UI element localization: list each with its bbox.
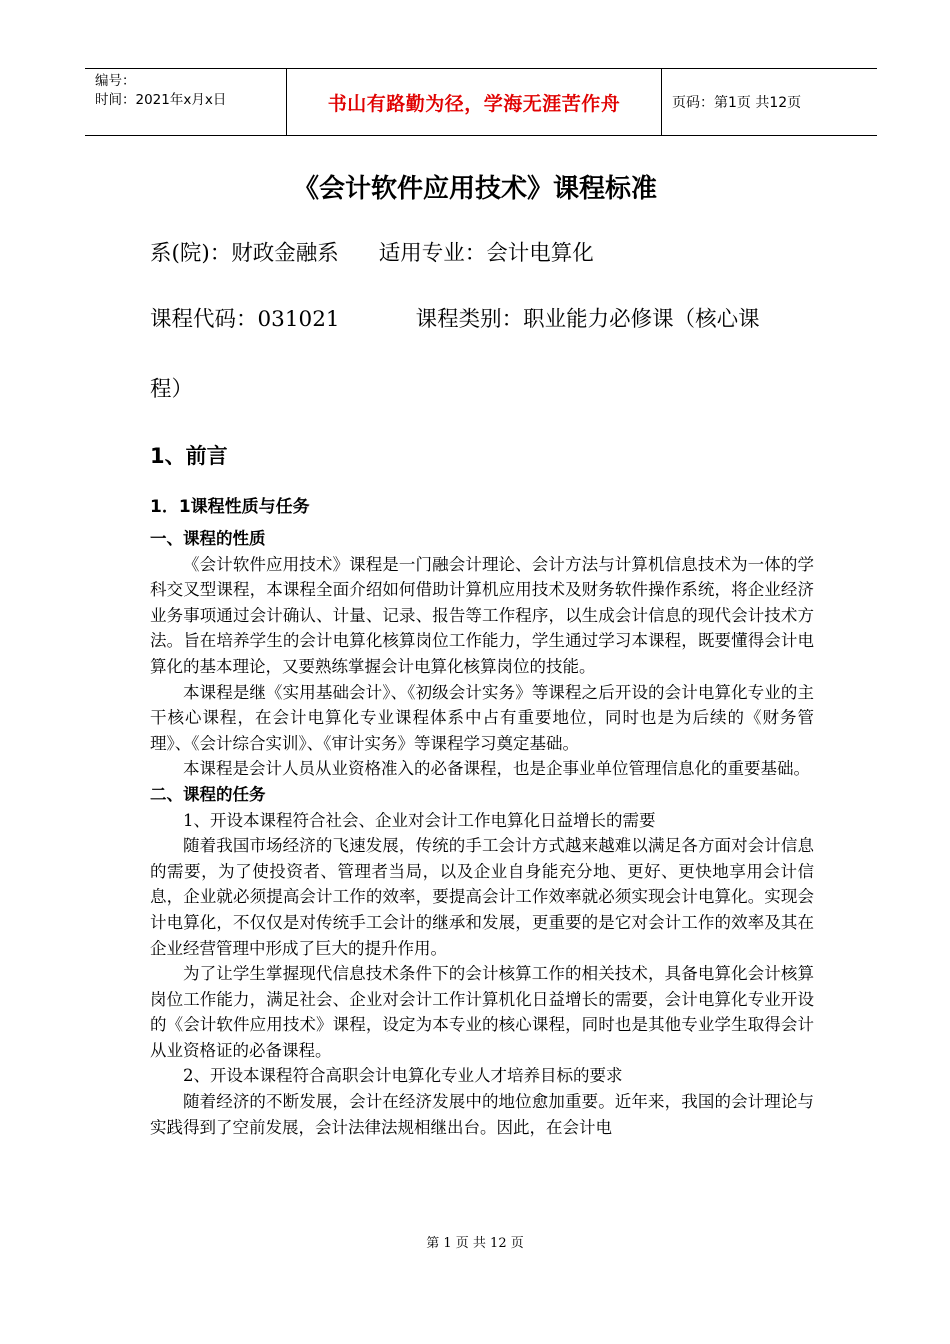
time-label: 时间：2021年x月x日: [95, 92, 227, 108]
serial-label: 编号：: [95, 73, 136, 89]
paragraph: 《会计软件应用技术》课程是一门融会计理论、会计方法与计算机信息技术为一体的学科交叉型课程，本课程全面介绍如何借助计算机应用技术及财务软件操作系统，将企业经济业务事项通过会计确认、计量、记录、报告等工作程序，以生成会计信息的现代会计技术方法。旨在培养学生的会计电算化核算岗位工作能力，学生通过学习本课程，既要懂得会计电算化的基本理论，又要熟练掌握会计电算化核算岗位的技能。: [150, 554, 814, 676]
section-heading-preface: 1、前言: [150, 444, 228, 468]
department: 系(院)：财政金融系: [150, 241, 339, 266]
subsection-heading: 1．1课程性质与任务: [150, 497, 310, 517]
nature-heading: 一、课程的性质: [150, 529, 266, 548]
major: 适用专业：会计电算化: [378, 241, 594, 266]
meta-line-2: [150, 302, 760, 333]
course-type: 课程类别：职业能力必修课（核心课: [415, 307, 760, 332]
task-heading: 二、课程的任务: [150, 784, 266, 804]
course-code: 课程代码：031021: [150, 307, 340, 332]
header-page-info: 页码：第1页 共12页: [672, 95, 802, 111]
document-body: [150, 526, 814, 1140]
paragraph: 本课程是继《实用基础会计》、《初级会计实务》等课程之后开设的会计电算化专业的主干核心课程，在会计电算化专业课程体系中占有重要地位，同时也是为后续的《财务管理》、《会计综合实训》、《审计实务》等课程学习奠定基础。: [150, 682, 814, 753]
paragraph: 1、开设本课程符合社会、企业对会计工作电算化日益增长的需要: [183, 810, 656, 830]
header-left-cell: [85, 69, 287, 135]
meta-line-1: [150, 236, 594, 267]
header-motto: 书山有路勤为径，学海无涯苦作舟: [287, 69, 662, 135]
paragraph: 2、开设本课程符合高职会计电算化专业人才培养目标的要求: [183, 1066, 623, 1086]
page-footer: 第 1 页 共 12 页: [426, 1236, 524, 1251]
paragraph: 本课程是会计人员从业资格准入的必备课程，也是企事业单位管理信息化的重要基础。: [183, 759, 810, 779]
page-header: [85, 68, 877, 136]
document-title: 《会计软件应用技术》课程标准: [292, 174, 657, 204]
course-type-cont: 程）: [150, 377, 194, 402]
paragraph: 随着经济的不断发展，会计在经济发展中的地位愈加重要。近年来，我国的会计理论与实践得到了空前发展，会计法律法规相继出台。因此，在会计电: [150, 1092, 814, 1137]
paragraph: 为了让学生掌握现代信息技术条件下的会计核算工作的相关技术，具备电算化会计核算岗位工作能力，满足社会、企业对会计工作计算机化日益增长的需要，会计电算化专业开设的《会计软件应用技术》课程，设定为本专业的核心课程，同时也是其他专业学生取得会计从业资格证的必备课程。: [150, 964, 814, 1060]
meta-line-3: [150, 372, 193, 403]
paragraph: 随着我国市场经济的飞速发展，传统的手工会计方式越来越难以满足各方面对会计信息的需要，为了使投资者、管理者当局，以及企业自身能充分地、更好、更快地享用会计信息，企业就必须提高会计工作的效率，要提高会计工作效率就必须实现会计电算化。实现会计电算化，不仅仅是对传统手工会计的继承和发展，更重要的是它对会计工作的效率及其在企业经营管理中形成了巨大的提升作用。: [150, 836, 814, 958]
